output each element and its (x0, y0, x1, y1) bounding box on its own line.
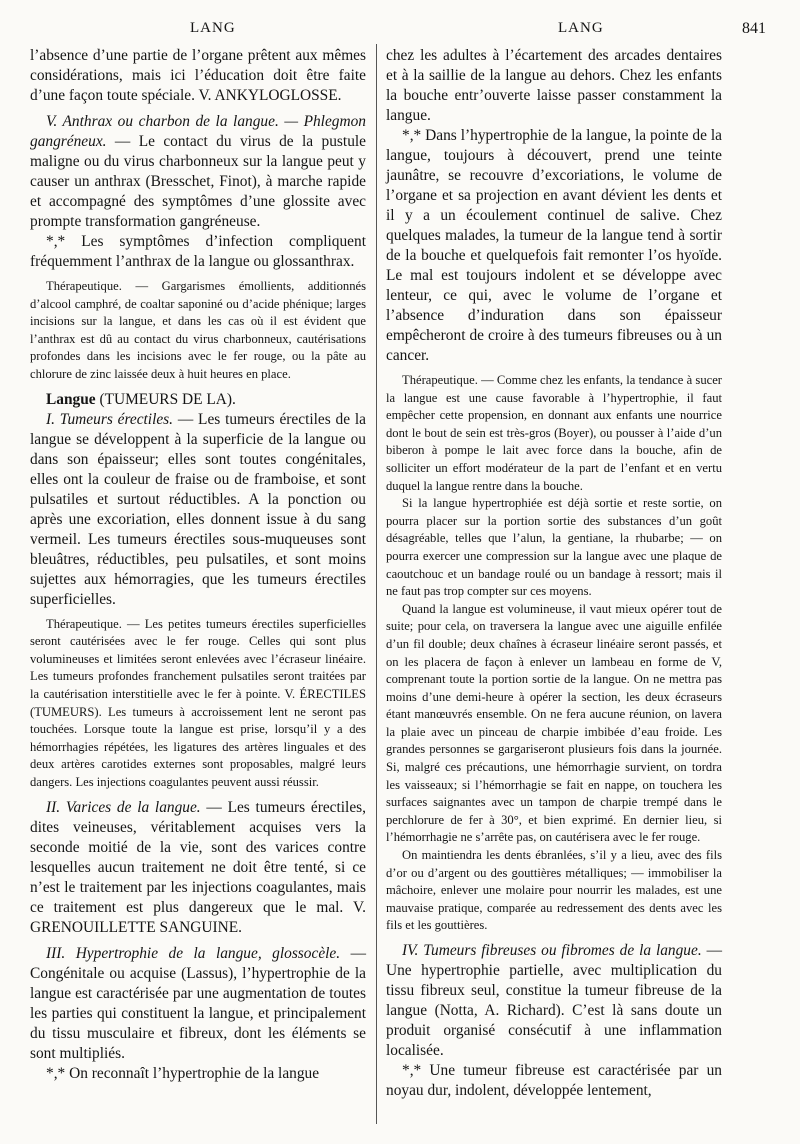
paragraph-varices (30, 798, 366, 938)
section-heading (30, 390, 366, 410)
fibreuses-text: — Une hypertrophie partielle, avec multiplication du tissu fibreux seul, constitue la tumeur fibreuse de la langue (Notta, A. Richard). C’est là sans doute un produit organisé consécutif à une inflammation localisée. (386, 942, 722, 1059)
running-head-right: LANG (558, 20, 604, 36)
varices-heading: II. Varices de la langue. (46, 798, 201, 816)
anthrax-text: — Le contact du virus de la pustule maligne ou du virus charbonneux sur la langue peut y causer un anthrax (Bresschet, Finot), à marche rapide et accompagné des symptômes d’une glossite avec prompte transformation gangréneuse. (30, 133, 366, 230)
left-column (30, 46, 366, 1084)
column-divider (376, 44, 377, 1124)
hypertrophie-text: —Congénitale ou acquise (Lassus), l’hypertrophie de la langue est caractérisée par une augmentation de toutes les parties qui constituent la langue, et principalement du tissu musculaire et fibreux, dont les éléments se sont multipliés. (30, 944, 366, 1062)
paragraph-langue-sortie: Si la langue hypertrophiée est déjà sortie et reste sortie, on pourra placer sur la portion sortie des substances d’un goût désagréable, telles que l’alun, la gentiane, la rhubarbe; — on pourra exercer une compression sur la langue avec une plaque de caoutchouc et un bandage roulé ou un bandage à ressort; mais il ne faut pas trop compter sur ces moyens. (386, 496, 722, 599)
paragraph-tumeurs-erectiles (30, 410, 366, 610)
paragraph-tumeurs-fibreuses (386, 941, 722, 1061)
paragraph-hypertrophie (30, 944, 366, 1064)
page-number: 841 (742, 20, 766, 37)
paragraph-operation: Quand la langue est volumineuse, il vaut mieux opérer tout de suite; pour cela, on traversera la langue avec une aiguille enfilée d’un fil double; deux chaînes à écraseur linéaire seront passés, et on les placera de façon à enlever un lambeau en forme de V, comprenant toute la portion sortie de la langue. On ne mettra pas moins d’une demi-heure à opérer la section, les deux écraseurs étant manœuvrés ensemble. On ne fera aucune réunion, on lavera la plaie avec un pinceau de charpie imbibée d’eau froide. Les grandes personnes se gargariseront plusieurs fois dans la journée. Si, malgré ces précautions, une hémorrhagie survient, on tordra les vaisseaux; si l’hémorrhagie se fait en nappe, on touchera les surfaces saignantes avec un tampon de charpie trempé dans le perchlorure de fer à 30°, et bien exprimé. En dernier lieu, si l’hémorrhagie ne s’arrête pas, on cautérisera avec le fer rouge. (386, 601, 722, 845)
paragraph-hypertrophie-signs: *,* On reconnaît l’hypertrophie de la langue (46, 1064, 320, 1082)
paragraph-adultes: chez les adultes à l’écartement des arcades dentaires et à la saillie de la langue au dehors. Chez les enfants la bouche entr’ouverte laisse passer constamment la langue. (386, 47, 722, 124)
tumeurs-heading: I. Tumeurs érectiles. (46, 410, 174, 428)
hypertrophie-heading: III. Hypertrophie de la langue, glossocèle. (46, 944, 341, 962)
paragraph-ankyloglosse: l’absence d’une partie de l’organe prêtent aux mêmes considérations, mais ici l’éducation doit être faite d’une façon toute spéciale. V. ANKYLOGLOSSE. (30, 47, 366, 104)
fibreuses-heading: IV. Tumeurs fibreuses ou fibromes de la langue. (402, 942, 702, 959)
therapeutique-anthrax: Thérapeutique. — Gargarismes émollients, additionnés d’alcool camphré, de coaltar saponiné ou d’acide phénique; larges incisions sur la langue, et dans les cas où il est évident que l’anthrax est dû au contact du virus charbonneux, cautérisations profondes dans les incisions avec le fer rouge, ou la pâte au chlorure de zinc laissée deux à huit heures en place. (30, 279, 366, 381)
tumeurs-text: — Les tumeurs érectiles de la langue se développent à la superficie de la langue ou dans son épaisseur; elles sont toutes congénitales, elles ont la couleur de fraise ou de framboise, et sont pulsatiles et surtout réductibles. A la ponction ou après une excoriation, elles donnent issue à du sang vermeil. Les tumeurs érectiles sous-muqueuses sont bleuâtres, réductibles, peu pulsatiles, et sont moins sujettes aux hémorragies, que les tumeurs érectiles superficielles. (30, 410, 366, 608)
page-header (30, 20, 770, 42)
running-head-left: LANG (190, 20, 236, 36)
paragraph-anthrax (30, 112, 366, 232)
paragraph-dents: On maintiendra les dents ébranlées, s’il y a lieu, avec des fils d’or ou d’argent ou des gouttières métalliques; — immobiliser la mâchoire, enlever une molaire pour nourrir les malades, est une mauvaise pratique, comparée au redressement des dents avec les fils et les gouttières. (386, 848, 722, 933)
anthrax-heading: V. Anthrax ou charbon de la langue. — Phlegmon gangréneux. (30, 113, 366, 150)
paragraph-anthrax-symptoms: *,* Les symptômes d’infection compliquent fréquemment l’anthrax de la langue ou glossanthrax. (30, 233, 366, 270)
therapeutique-hypertrophie: Thérapeutique. — Comme chez les enfants, la tendance à sucer la langue est une cause favorable à l’hypertrophie, il faut empêcher cette propension, en donnant aux enfants une nourrice dont le bout de sein est très-gros (Boyer), ou pousser à l’aide d’un biberon à pompe le lait avec force dans la bouche, afin de solliciter un effort modérateur de la part de l’enfant et en vertu duquel la langue rentre dans la bouche. (386, 373, 722, 493)
paragraph-fibreuses-signs: *,* Une tumeur fibreuse est caractérisée par un noyau dur, indolent, développée lentement, (386, 1062, 722, 1099)
right-column (386, 46, 722, 1101)
varices-text: — Les tumeurs érectiles, dites veineuses, véritablement acquises vers la seconde moitié de la vie, sont des varices contre lesquelles aucun traitement ne doit être tenté, si ce n’est le traitement par les injections coagulantes, mais ce traitement est plus dangereux que le mal. V. GRENOUILLETTE SANGUINE. (30, 798, 366, 936)
section-title: Langue (46, 390, 96, 408)
paragraph-hypertrophie-description: *,* Dans l’hypertrophie de la langue, la pointe de la langue, toujours à découvert, prend une teinte jaunâtre, se recouvre d’excoriations, le volume de l’organe et sa projection en avant dévient les dents et il y a un écoulement continuel de salive. Chez quelques malades, la tumeur de la langue tend à sortir de la bouche et quelquefois fait remonter l’os hyoïde. Le mal est toujours indolent et se développe avec lenteur, ce qui, avec le volume de l’organe et l’absence d’induration dans son épaisseur empêcheront de croire à des tumeurs fibreuses ou à un cancer. (386, 127, 722, 364)
section-subtitle: (TUMEURS DE LA). (99, 390, 236, 408)
therapeutique-tumeurs: Thérapeutique. — Les petites tumeurs érectiles superficielles seront cautérisées avec le fer rouge. Celles qui sont plus volumineuses et limitées seront enlevées avec l’écraseur linéaire. Les tumeurs profondes franchement pulsatiles seront traitées par la cautérisation interstitielle avec le fer à pointe. V. ÉRECTILES (TUMEURS). Les tumeurs à accroissement lent ne seront pas touchées. Lorsque toute la langue est prise, lorsqu’il y a des hémorrhagies répétées, les ligatures des artères linguales et des deux artères carotides externes sont proposables, malgré leurs dangers. Les injections coagulantes peuvent aussi réussir. (30, 616, 366, 789)
